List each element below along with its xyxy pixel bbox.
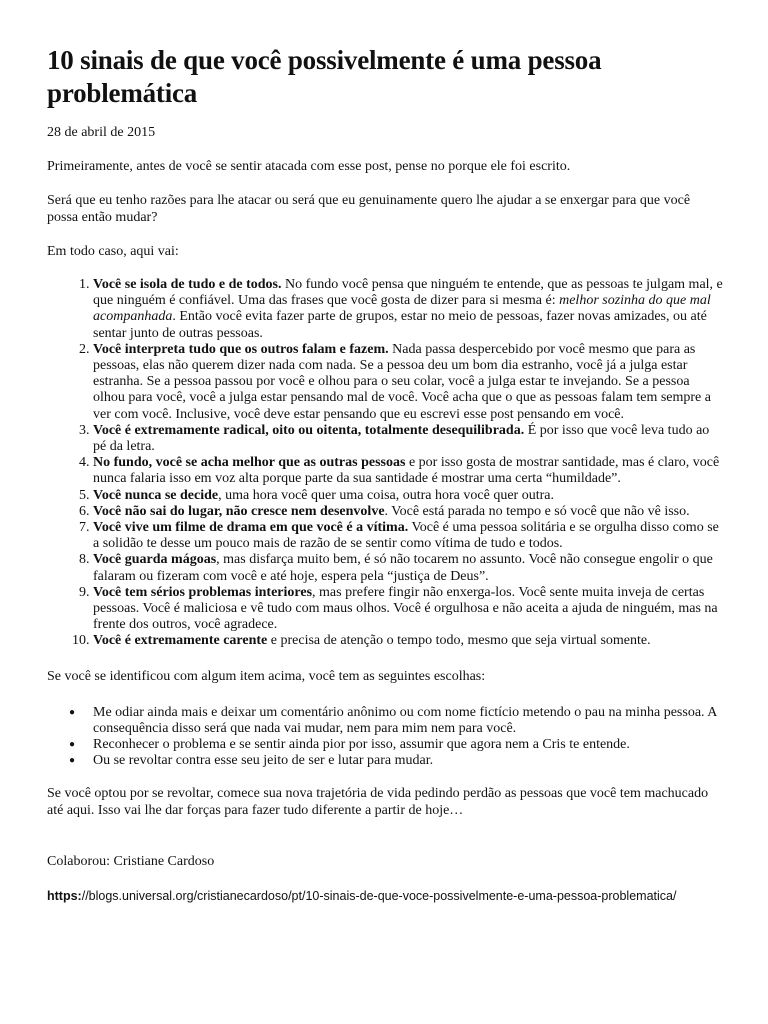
list-item: [93, 277, 723, 342]
closing-paragraph: Se você optou por se revoltar, comece sua nova trajetória de vida pedindo perdão as pessoas que você tem machucado até aqui. Isso vai lhe dar forças para fazer tudo diferente a partir de hoje…: [47, 786, 709, 819]
list-item: [93, 520, 723, 552]
author-credit: Colaborou: Cristiane Cardoso: [47, 854, 215, 870]
sign-heading: Você guarda mágoas: [93, 552, 217, 568]
sign-text: Você é uma pessoa solitária e se orgulha disso como se a solidão te desse um pouco mais de razão de se sentir como vítima de tudo e todos.: [93, 520, 719, 552]
list-item: [93, 552, 723, 584]
source-url-path: //blogs.universal.org/cristianecardoso/pt/10-sinais-de-que-voce-possivelmente-e-uma-pessoa-problematica/: [81, 889, 677, 904]
list-item: [93, 585, 723, 634]
signs-list: [47, 277, 723, 650]
sign-text: , mas prefere fingir não enxerga-los. Você sente muita inveja de certas pessoas. Você é maliciosa e vê tudo com maus olhos. Você é orgulhosa e não aceita a ajuda de ninguém, mas na frente dos outros, você agradece.: [93, 584, 718, 633]
sign-heading: Você não sai do lugar, não cresce nem desenvolve: [93, 503, 385, 519]
list-item: [69, 704, 723, 737]
article-title: 10 sinais de que você possivelmente é uma pessoa problemática: [47, 45, 602, 108]
intro-paragraph-3: Em todo caso, aqui vai:: [47, 244, 179, 259]
choices-lead: Se você se identificou com algum item acima, você tem as seguintes escolhas:: [47, 668, 486, 684]
sign-heading: Você tem sérios problemas interiores: [93, 584, 313, 600]
sign-heading: Você vive um filme de drama em que você é a vítima.: [93, 520, 409, 536]
source-url: [47, 888, 723, 904]
sign-text: É por isso que você leva tudo ao pé da letra.: [93, 422, 710, 455]
article-date: 28 de abril de 2015: [47, 125, 156, 140]
sign-heading: Você é extremamente radical, oito ou oitenta, totalmente desequilibrada.: [93, 422, 525, 438]
choices-list: [47, 705, 723, 770]
sign-heading: Você é extremamente carente: [93, 633, 268, 649]
list-item: [93, 423, 723, 455]
list-item: [69, 737, 723, 753]
sign-text: e precisa de atenção o tempo todo, mesmo que seja virtual somente.: [267, 633, 651, 649]
sign-heading: Você se isola de tudo e de todos.: [93, 277, 282, 292]
sign-text: , uma hora você quer uma coisa, outra hora você quer outra.: [218, 487, 554, 503]
list-item: [93, 633, 723, 649]
intro-paragraph-1: Primeiramente, antes de você se sentir atacada com esse post, pense no porque ele foi escrito.: [47, 159, 571, 174]
list-item: [69, 753, 723, 769]
choice-text: Me odiar ainda mais e deixar um comentário anônimo ou com nome fictício metendo o pau na minha pessoa. A consequência disso será que nada vai mudar, nem para mim nem para você.: [93, 704, 717, 736]
list-item: [93, 342, 723, 423]
sign-heading: Você nunca se decide: [93, 487, 219, 503]
choice-text: Ou se revoltar contra esse seu jeito de ser e lutar para mudar.: [93, 753, 434, 769]
list-item: [93, 504, 723, 520]
bullet-icon: ●: [69, 706, 76, 718]
intro-paragraph-2: Será que eu tenho razões para lhe atacar ou será que eu genuinamente quero lhe ajudar a se enxergar para que você possa então mudar?: [47, 193, 691, 225]
sign-text: e por isso gosta de mostrar santidade, mas é claro, você nunca falaria isso em voz alta porque parte da sua santidade é mostrar uma certa “humildade”.: [93, 455, 720, 487]
sign-heading: No fundo, você se acha melhor que as outras pessoas: [93, 455, 406, 471]
sign-text: No fundo você pensa que ninguém te entende, que as pessoas te julgam mal, e que ninguém é confiável. Uma das frases que você gosta de dizer para si mesma é:: [93, 277, 723, 309]
sign-heading: Você interpreta tudo que os outros falam e fazem.: [93, 341, 389, 357]
source-url-protocol: https:: [47, 889, 82, 904]
sign-text-rest: . Então você evita fazer parte de grupos, estar no meio de pessoas, fazer novas amizades, ou até sentar junto de outras pessoas.: [93, 309, 707, 341]
sign-quote: melhor sozinha do que mal acompanhada: [93, 293, 711, 325]
sign-text: , mas disfarça muito bem, é só não tocarem no assunto. Você não consegue engolir o que falaram ou fizeram com você e até hoje, espera pela “justiça de Deus”.: [93, 552, 713, 584]
list-item: [93, 488, 723, 504]
bullet-icon: ●: [69, 755, 76, 767]
document-page: [47, 44, 723, 904]
list-item: [93, 455, 723, 487]
bullet-icon: ●: [69, 739, 76, 751]
choice-text: Reconhecer o problema e se sentir ainda pior por isso, assumir que agora nem a Cris te entende.: [93, 737, 630, 753]
sign-text: . Você está parada no tempo e só você que não vê isso.: [384, 503, 690, 519]
sign-text: Nada passa despercebido por você mesmo que para as pessoas, elas não querem dizer nada com nada. Se a pessoa deu um bom dia estranho, você já a julga estar estranha. Se a pessoa passou por você e olhou para o seu colar, você a julga estar te invejando. Se a pessoa olhou para você, você a julga estar pensando mal de você. Você acha que o que as pessoas falam tem sempre a ver com você. Inclusive, você deve estar pensando que eu escrevi esse post pensando em você.: [93, 341, 711, 422]
